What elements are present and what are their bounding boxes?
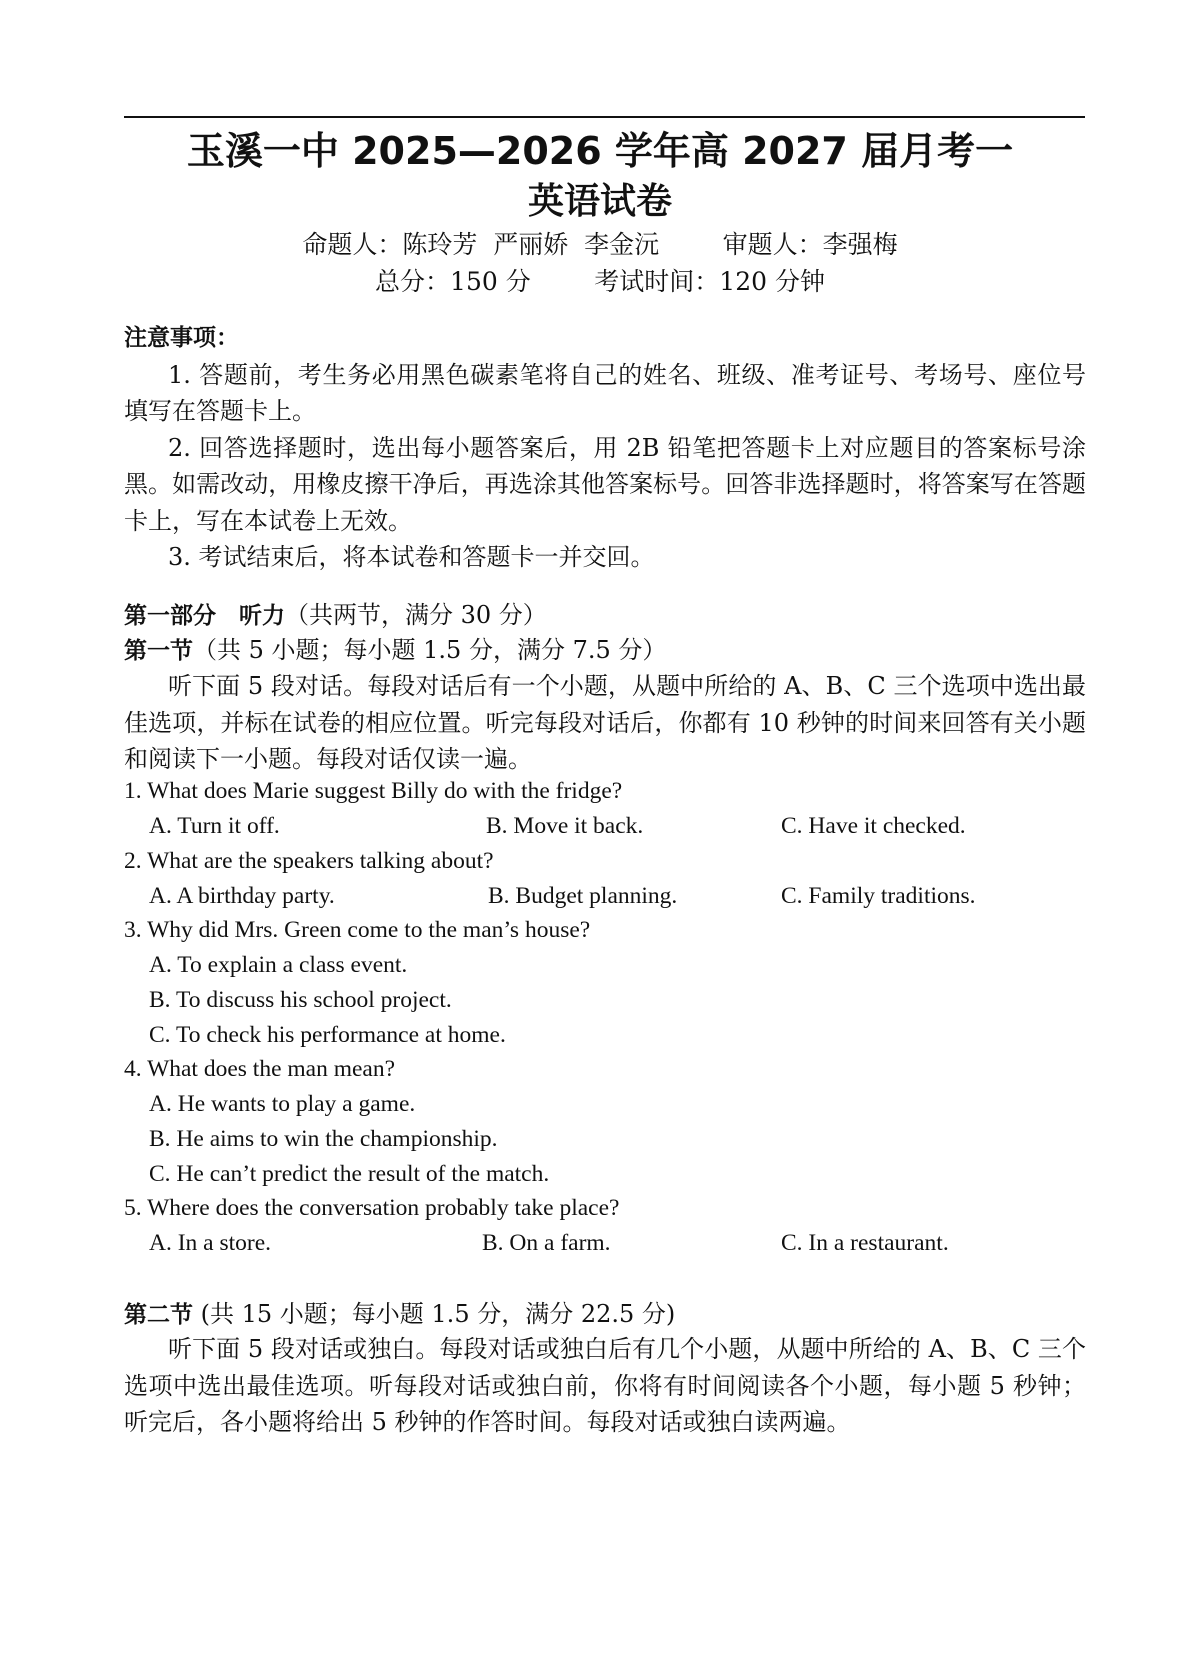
option-c: C. In a restaurant.	[781, 1230, 949, 1256]
notice-item: 2. 回答选择题时，选出每小题答案后，用 2B 铅笔把答题卡上对应题目的答案标号涂黑。如需改动，用橡皮擦干净后，再选涂其他答案标号。回答非选择题时，将答案写在答题卡上，写在本试卷上无效。	[124, 433, 1086, 535]
notice-item: 1. 答题前，考生务必用黑色碳素笔将自己的姓名、班级、准考证号、考场号、座位号填写在答题卡上。	[124, 360, 1086, 425]
part1-heading-rest: （共两节，满分 30 分）	[285, 601, 547, 629]
notice-section	[124, 320, 1086, 576]
option-a: A. He wants to play a game.	[149, 1091, 416, 1117]
part1-heading-bold: 第一部分 听力	[124, 603, 285, 629]
section2-heading	[124, 1296, 675, 1333]
option-b: B. He aims to win the championship.	[149, 1126, 498, 1152]
section1-instructions: 听下面 5 段对话。每段对话后有一个小题，从题中所给的 A、B、C 三个选项中选出最佳选项，并标在试卷的相应位置。听完每段对话后，你都有 10 秒钟的时间来回答有关小题和阅读下一小题。每段对话仅读一遍。	[124, 672, 1086, 773]
option-b: B. Move it back.	[486, 813, 644, 839]
score-time-line: 总分：150 分 考试时间：120 分钟	[375, 267, 825, 296]
authors-line: 命题人：陈玲芳 严丽娇 李金沅 审题人：李强梅	[302, 230, 898, 259]
option-c: C. To check his performance at home.	[149, 1022, 506, 1048]
notice-item: 3. 考试结束后，将本试卷和答题卡一并交回。	[168, 543, 655, 571]
section2-heading-bold: 第二节	[124, 1302, 193, 1328]
option-b: B. Budget planning.	[488, 883, 678, 909]
part1-heading	[124, 597, 547, 634]
exam-subtitle: 英语试卷	[527, 181, 672, 222]
notice-heading: 注意事项：	[124, 325, 239, 351]
option-c: C. He can’t predict the result of the match.	[149, 1161, 550, 1187]
section1-heading-bold: 第一节	[124, 638, 193, 664]
option-b: B. On a farm.	[482, 1230, 611, 1256]
section1-heading-rest: （共 5 小题；每小题 1.5 分，满分 7.5 分）	[193, 636, 667, 664]
option-c: C. Have it checked.	[781, 813, 966, 839]
option-a: A. In a store.	[149, 1230, 272, 1256]
option-a: A. To explain a class event.	[149, 952, 408, 978]
section2-instructions: 听下面 5 段对话或独白。每段对话或独白后有几个小题，从题中所给的 A、B、C 三个选项中选出最佳选项。听每段对话或独白前，你将有时间阅读各个小题，每小题 5 秒钟；听完后，各小题将给出 5 秒钟的作答时间。每段对话或独白读两遍。	[124, 1335, 1086, 1436]
question-stem: 1. What does Marie suggest Billy do with the fridge?	[124, 778, 623, 804]
question-stem: 3. Why did Mrs. Green come to the man’s house?	[124, 917, 591, 943]
option-a: A. Turn it off.	[149, 813, 280, 839]
question-stem: 4. What does the man mean?	[124, 1056, 396, 1082]
option-c: C. Family traditions.	[781, 883, 976, 909]
option-b: B. To discuss his school project.	[149, 987, 452, 1013]
top-rule	[124, 116, 1085, 118]
section1-heading	[124, 632, 666, 669]
option-a: A. A birthday party.	[149, 883, 335, 909]
section2-heading-rest: (共 15 小题；每小题 1.5 分，满分 22.5 分)	[193, 1300, 676, 1328]
question-stem: 2. What are the speakers talking about?	[124, 848, 494, 874]
question-stem: 5. Where does the conversation probably take place?	[124, 1195, 620, 1221]
exam-title: 玉溪一中 2025—2026 学年高 2027 届月考一	[186, 129, 1014, 173]
